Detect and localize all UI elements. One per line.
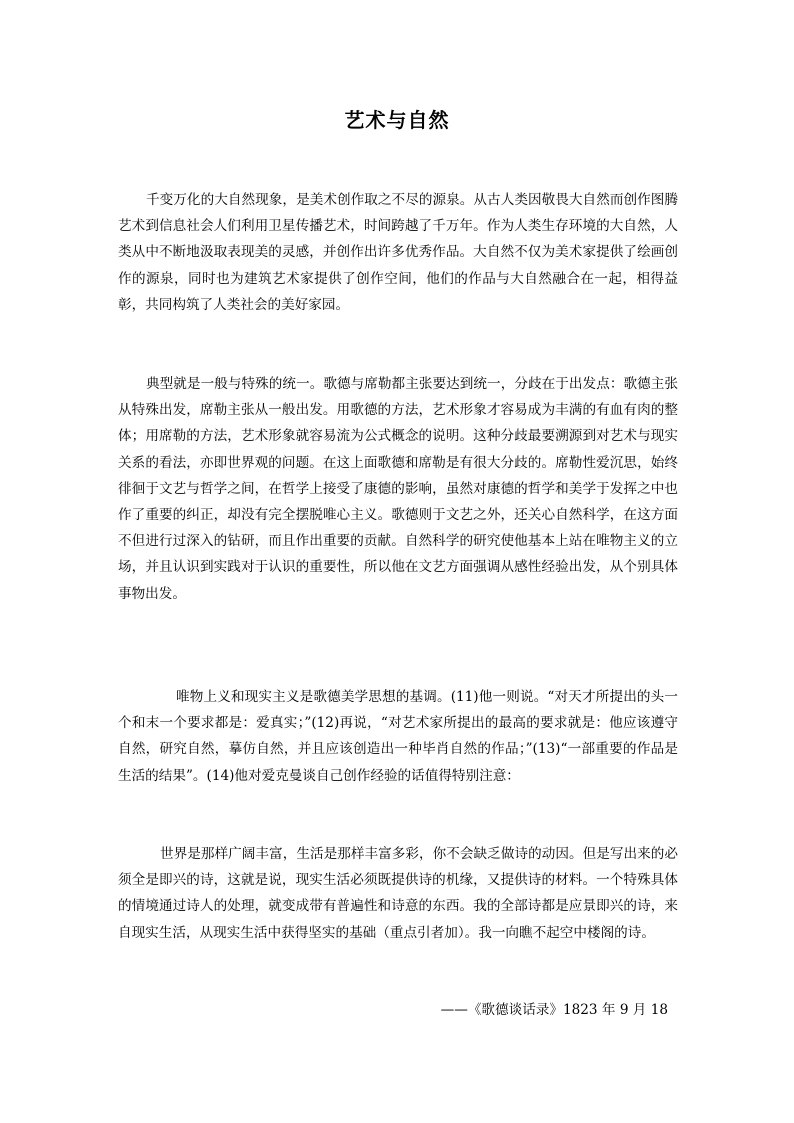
document-title: 艺术与自然 <box>344 108 450 132</box>
quote-attribution: ——《歌德谈话录》1823 年 9 月 18 <box>440 1002 668 1018</box>
paragraph-nature-art: 千变万化的大自然现象，是美术创作取之不尽的源泉。从古人类因敬畏大自然而创作图腾艺术到信息社会人们利用卫星传播艺术，时间跨越了千万年。作为人类生存环境的大自然，人类从中不断地汲取表现美的灵感，并创作出许多优秀作品。大自然不仅为美术家提供了绘画创作的源泉，同时也为建筑艺术家提供了创作空间，他们的作品与大自然融合在一起，相得益彰，共同构筑了人类社会的美好家园。 <box>118 192 678 313</box>
block-quote-goethe: 世界是那样广阔丰富，生活是那样丰富多彩，你不会缺乏做诗的动因。但是写出来的必须全是即兴的诗，这就是说，现实生活必须既提供诗的机缘，又提供诗的材料。一个特殊具体的情境通过诗人的处理，就变成带有普遍性和诗意的东西。我的全部诗都是应景即兴的诗，来自现实生活，从现实生活中获得坚实的基础（重点引者加）。我一向瞧不起空中楼阁的诗。 <box>118 846 678 941</box>
paragraph-typicality: 典型就是一般与特殊的统一。歌德与席勒都主张要达到统一，分歧在于出发点：歌德主张从特殊出发，席勒主张从一般出发。用歌德的方法，艺术形象才容易成为丰满的有血有肉的整体；用席勒的方法，艺术形象就容易流为公式概念的说明。这种分歧最要溯源到对艺术与现实关系的看法，亦即世界观的问题。在这上面歌德和席勒是有很大分歧的。席勒性爱沉思，始终徘徊于文艺与哲学之间，在哲学上接受了康德的影响，虽然对康德的哲学和美学于发挥之中也作了重要的纠正，却没有完全摆脱唯心主义。歌德则于文艺之外，还关心自然科学，在这方面不但进行过深入的钻研，而且作出重要的贡献。自然科学的研究使他基本上站在唯物主义的立场，并且认识到实践对于认识的重要性，所以他在文艺方面强调从感性经验出发，从个别具体事物出发。 <box>118 376 678 602</box>
paragraph-goethe-realism: 唯物上义和现实主义是歌德美学思想的基调。(11)他一则说。“对天才所提出的头一个和末一个要求都是：爱真实；”(12)再说，“对艺术家所提出的最高的要求就是：他应该遵守自然，研究自然，摹仿自然，并且应该创造出一种毕肖自然的作品；”(13)“一部重要的作品是生活的结果”。(14)他对爱克曼谈自己创作经验的话值得特别注意： <box>118 689 678 784</box>
